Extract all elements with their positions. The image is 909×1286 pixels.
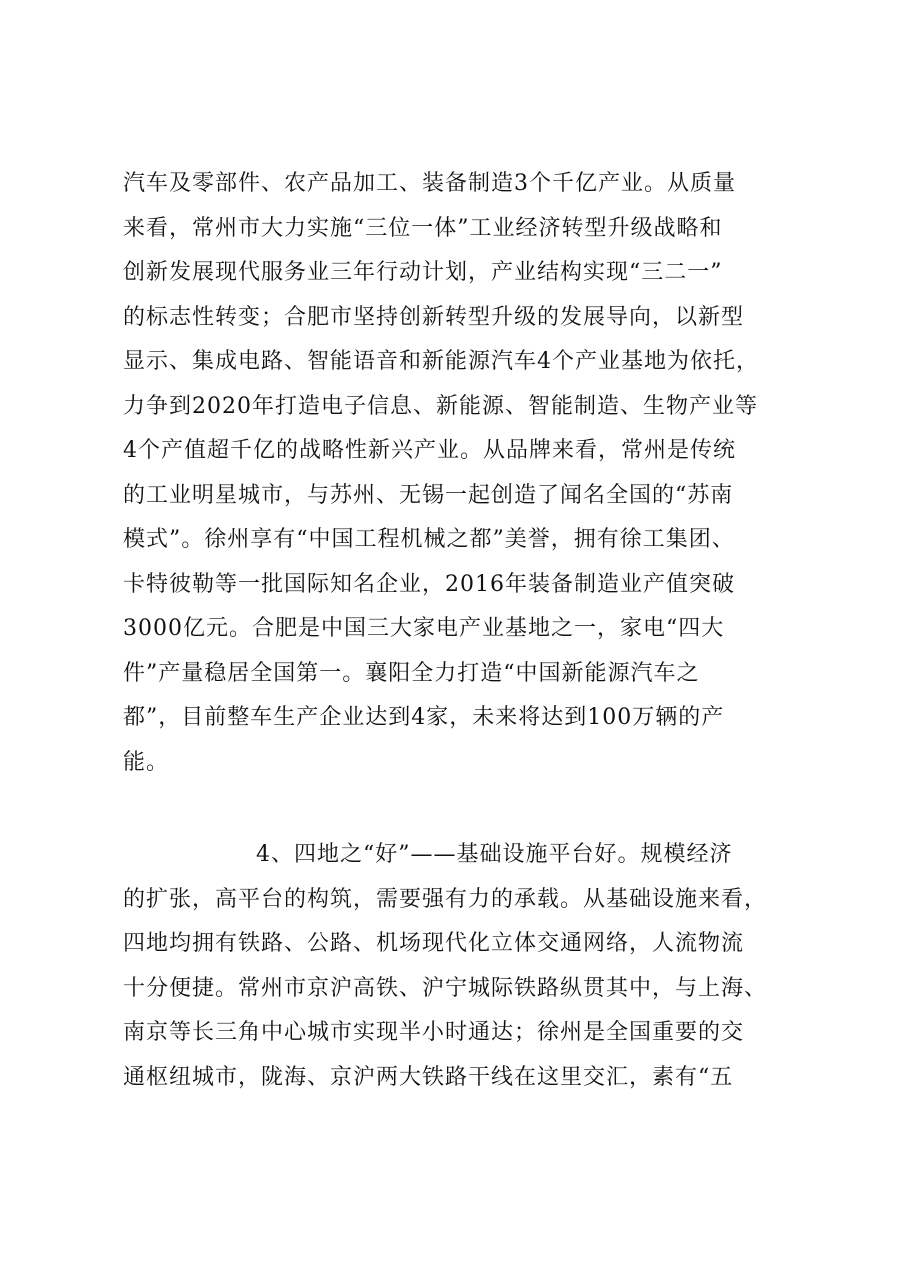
paragraph-line: 件”产量稳居全国第一。襄阳全力打造“中国新能源汽车之 [123,660,700,686]
paragraph-line: 的扩张，高平台的构筑，需要强有力的承载。从基础设施来看， [123,886,768,912]
paragraph-line: 3000亿元。合肥是中国三大家电产业基地之一，家电“四大 [123,616,725,641]
paragraph-line: 4个产值超千亿的战略性新兴产业。从品牌来看，常州是传统 [123,438,736,463]
paragraph-line: 来看，常州市大力实施“三位一体”工业经济转型升级战略和 [123,215,723,241]
paragraph-line: 十分便捷。常州市京沪高铁、沪宁城际铁路纵贯其中，与上海、 [123,975,768,1001]
paragraph-infrastructure [123,833,803,1100]
section-heading-line: 4、四地之“好”——基础设施平台好。规模经济 [256,842,733,867]
paragraph-line: 卡特彼勒等一批国际知名企业，2016年装备制造业产值突破 [123,571,735,597]
paragraph-line: 的标志性转变；合肥市坚持创新转型升级的发展导向，以新型 [123,304,745,330]
paragraph-line: 显示、集成电路、智能语音和新能源汽车4个产业基地为依托， [123,349,759,374]
paragraph-line: 通枢纽城市，陇海、京沪两大铁路干线在这里交汇，素有“五 [123,1064,734,1090]
paragraph-line: 创新发展现代服务业三年行动计划，产业结构实现“三二一” [123,260,723,285]
paragraph-line: 能。 [123,749,170,775]
paragraph-line: 的工业明星城市，与苏州、无锡一起创造了闻名全国的“苏南 [123,482,734,508]
paragraph-line: 四地均拥有铁路、公路、机场现代化立体交通网络，人流物流 [123,931,745,956]
paragraph-line: 模式”。徐州享有“中国工程机械之都”美誉，拥有徐工集团、 [123,527,735,552]
paragraph-line: 都”，目前整车生产企业达到4家，未来将达到100万辆的产 [123,705,725,730]
paragraph-industry [123,162,803,785]
paragraph-line: 南京等长三角中心城市实现半小时通达；徐州是全国重要的交 [123,1020,745,1045]
paragraph-line: 力争到2020年打造电子信息、新能源、智能制造、生物产业等 [123,393,758,419]
paragraph-line: 汽车及零部件、农产品加工、装备制造3个千亿产业。从质量 [123,171,736,196]
